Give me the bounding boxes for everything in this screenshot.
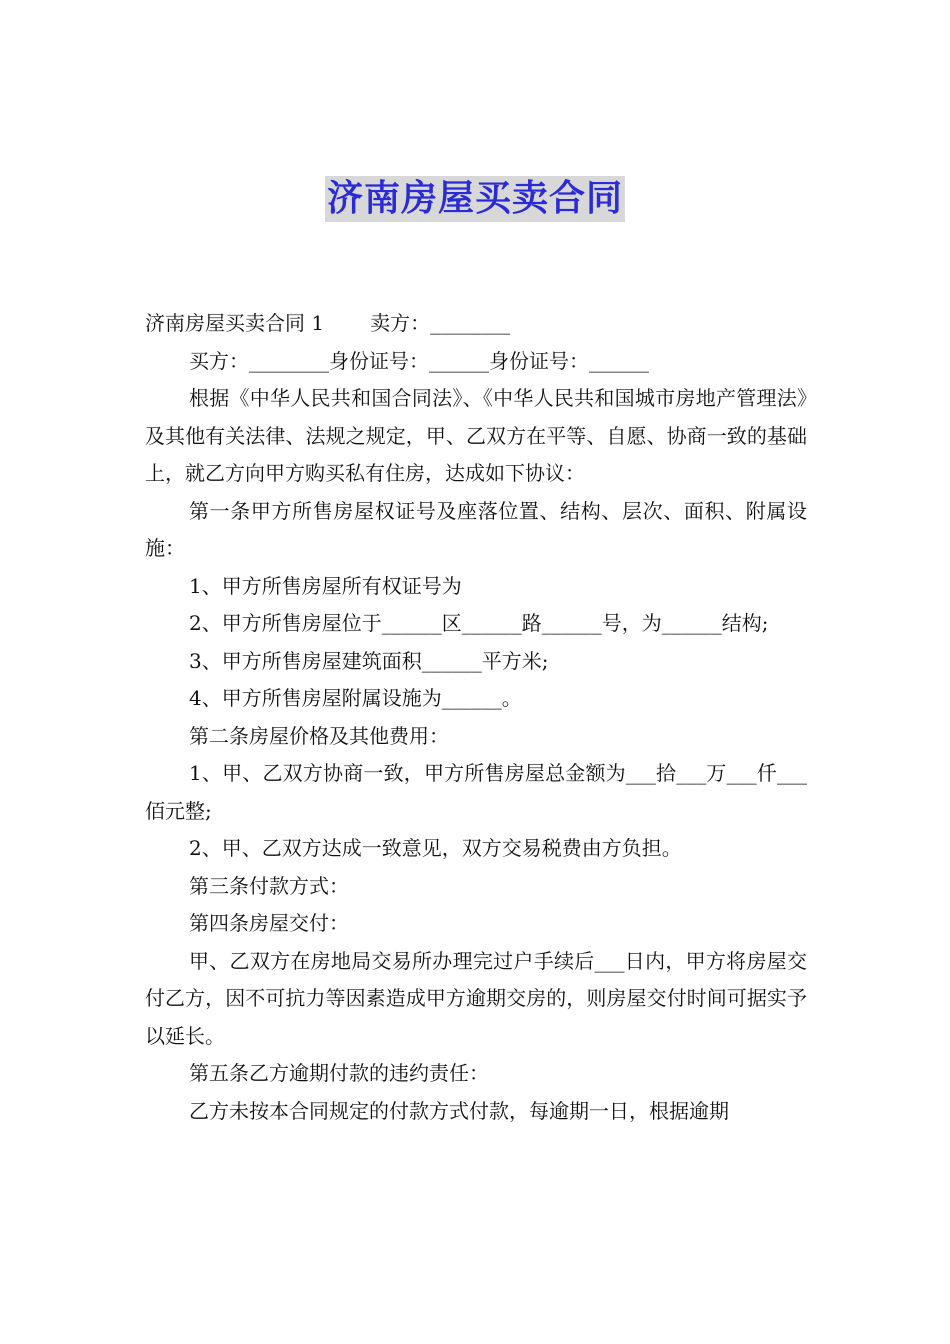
buyer-line: 买方：________身份证号：______身份证号：______ — [189, 348, 649, 373]
article-2-item-2: 2、甲、乙双方达成一致意见，双方交易税费由方负担。 — [189, 836, 682, 860]
document-title: 济南房屋买卖合同 — [325, 176, 625, 222]
article-3-heading: 第三条付款方式： — [189, 873, 349, 898]
article-5-paragraph: 乙方未按本合同规定的付款方式付款，每逾期一日，根据逾期 — [189, 1098, 729, 1123]
seller-line: 卖方：________ — [370, 311, 511, 335]
contract-heading: 济南房屋买卖合同 1 — [145, 311, 325, 335]
article-4-paragraph: 甲、乙双方在房地局交易所办理完过户手续后___日内，甲方将房屋交付乙方，因不可抗力等因素造成甲方逾期交房的，则房屋交付时间可据实予以延长。 — [145, 948, 807, 1048]
document-body — [145, 305, 807, 1130]
article-4-heading: 第四条房屋交付： — [189, 911, 349, 935]
first-line — [145, 305, 807, 343]
article-1-heading: 第一条甲方所售房屋权证号及座落位置、结构、层次、面积、附属设施： — [145, 498, 807, 560]
article-2-item-1: 1、甲、乙双方协商一致，甲方所售房屋总金额为___拾___万___仟___佰元整; — [145, 761, 807, 823]
article-1-item-2: 2、甲方所售房屋位于______区______路______号，为______结构; — [189, 611, 769, 635]
title-wrap — [0, 176, 950, 222]
preamble-paragraph: 根据《中华人民共和国合同法》、《中华人民共和国城市房地产管理法》及其他有关法律、法规之规定，甲、乙双方在平等、自愿、协商一致的基础上，就乙方向甲方购买私有住房，达成如下协议： — [145, 386, 807, 485]
article-1-item-4: 4、甲方所售房屋附属设施为______。 — [189, 686, 522, 710]
article-5-heading: 第五条乙方逾期付款的违约责任： — [189, 1061, 489, 1085]
article-1-item-1: 1、甲方所售房屋所有权证号为 — [189, 573, 462, 598]
article-2-heading: 第二条房屋价格及其他费用： — [189, 723, 449, 748]
article-1-item-3: 3、甲方所售房屋建筑面积______平方米; — [189, 648, 549, 673]
